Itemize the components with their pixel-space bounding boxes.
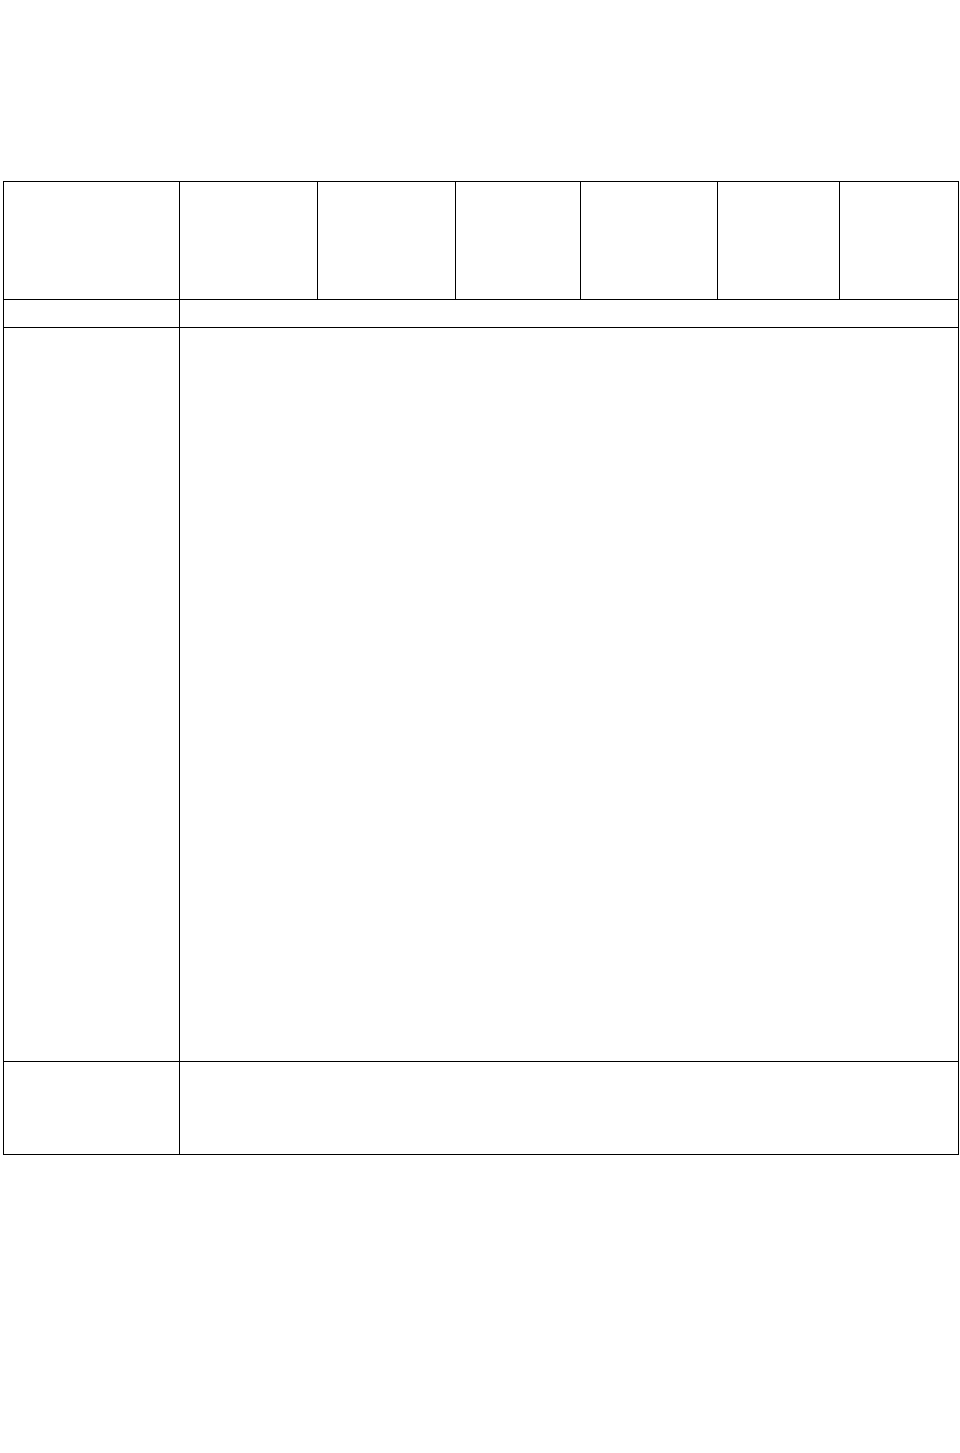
- header-zawodowe: [456, 182, 581, 300]
- total-row: [4, 1062, 959, 1155]
- total-label: [4, 1062, 180, 1155]
- header-year: [4, 182, 180, 300]
- header-ogolem: [840, 182, 959, 300]
- header-pomocowe: [718, 182, 840, 300]
- description-column: [4, 328, 180, 1062]
- header-spokrewnione: [180, 182, 318, 300]
- table-gap-row: [4, 300, 959, 328]
- total-values: [180, 1062, 959, 1155]
- table-header-row: [4, 182, 959, 300]
- expenses-table: [3, 181, 959, 1155]
- values-area: [180, 328, 959, 1062]
- header-niezawodowe: [318, 182, 456, 300]
- header-rodzinny-dom: [581, 182, 718, 300]
- table-body-row: [4, 328, 959, 1062]
